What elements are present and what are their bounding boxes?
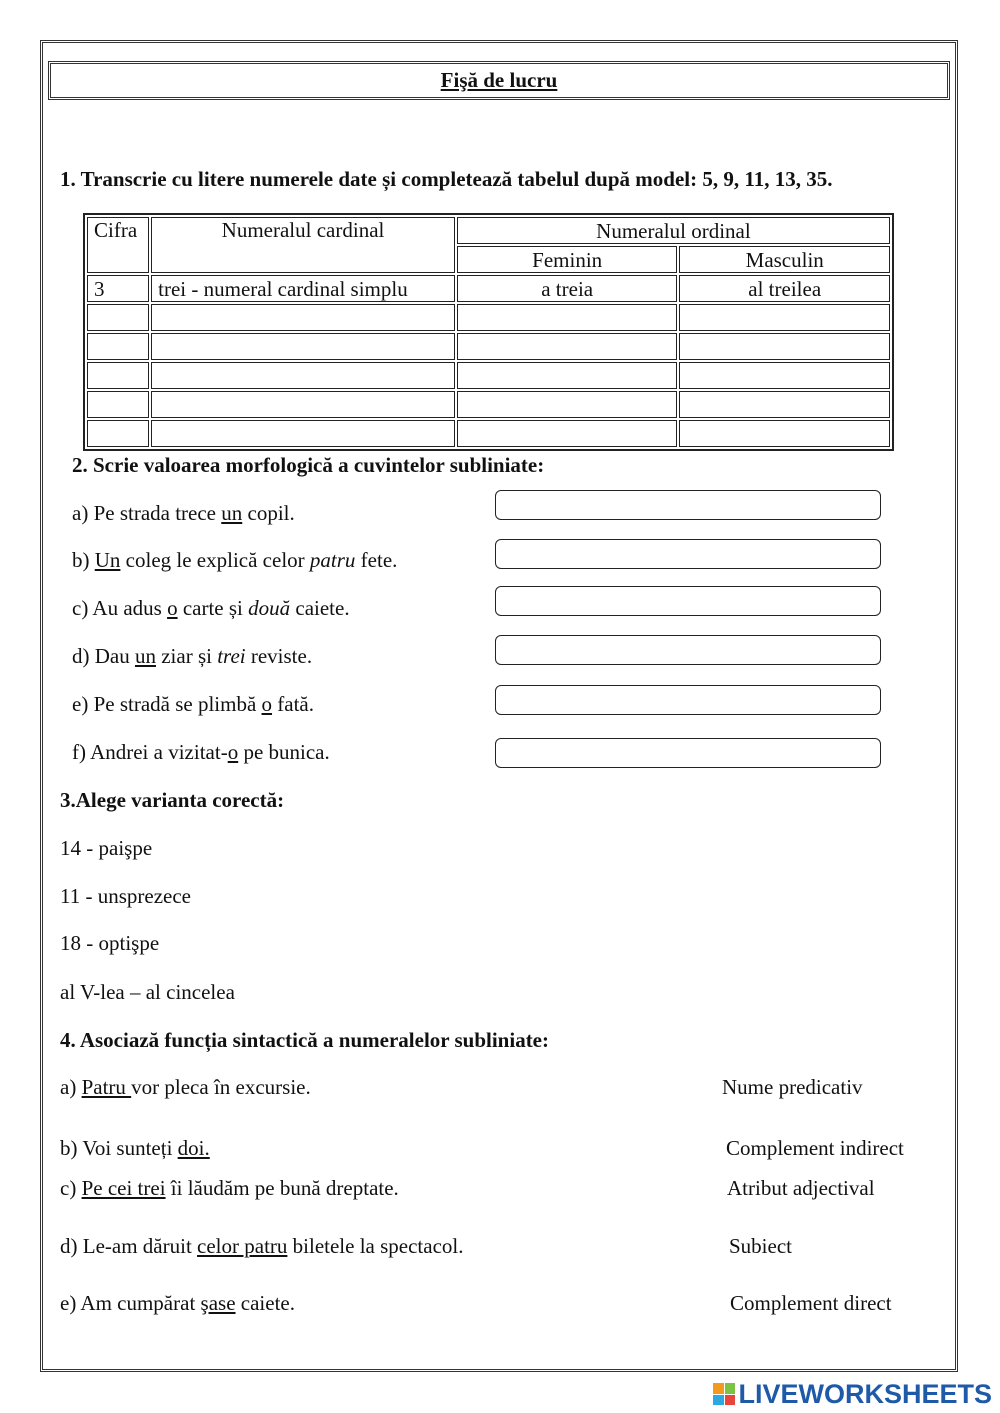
header-cardinal: Numeralul cardinal <box>151 217 455 273</box>
answer-cell[interactable] <box>87 304 149 331</box>
ex4-function[interactable]: Complement indirect <box>726 1136 904 1160</box>
answer-cell[interactable] <box>457 304 678 331</box>
table-row <box>87 275 890 302</box>
table-row <box>87 362 890 389</box>
ex4-function[interactable]: Subiect <box>729 1234 792 1258</box>
example-masculin: al treilea <box>679 275 890 302</box>
liveworksheets-logo-icon <box>713 1383 735 1405</box>
answer-cell[interactable] <box>151 420 455 447</box>
numeral-table <box>83 213 894 451</box>
table-row <box>87 391 890 418</box>
ex2-item-b: b) Un coleg le explică celor patru fete. <box>72 548 398 572</box>
answer-cell[interactable] <box>679 391 890 418</box>
answer-cell[interactable] <box>679 420 890 447</box>
table-row <box>87 333 890 360</box>
answer-input-c[interactable] <box>495 586 881 616</box>
answer-input-e[interactable] <box>495 685 881 715</box>
answer-input-d[interactable] <box>495 635 881 665</box>
ex3-option[interactable]: al V-lea – al cincelea <box>60 980 235 1004</box>
header-cifra: Cifra <box>87 217 149 273</box>
ex2-item-e: e) Pe stradă se plimbă o fată. <box>72 692 315 716</box>
answer-cell[interactable] <box>87 333 149 360</box>
ex4-function[interactable]: Atribut adjectival <box>727 1176 875 1200</box>
answer-cell[interactable] <box>87 391 149 418</box>
table-row <box>87 420 890 447</box>
example-cardinal: trei - numeral cardinal simplu <box>151 275 455 302</box>
answer-cell[interactable] <box>679 304 890 331</box>
ex3-option[interactable]: 14 - paişpe <box>60 836 153 860</box>
answer-cell[interactable] <box>457 391 678 418</box>
header-masculin: Masculin <box>679 246 890 273</box>
answer-cell[interactable] <box>151 391 455 418</box>
answer-cell[interactable] <box>87 420 149 447</box>
ex4-sentence-c[interactable]: c) Pe cei trei îi lăudăm pe bună dreptate. <box>60 1176 399 1200</box>
ex2-instruction: 2. Scrie valoarea morfologică a cuvintelor subliniate: <box>72 453 545 477</box>
answer-cell[interactable] <box>87 362 149 389</box>
ex4-sentence-e[interactable]: e) Am cumpărat şase caiete. <box>60 1291 295 1315</box>
page-title: Fişă de lucru <box>48 61 950 100</box>
brand-name: LIVEWORKSHEETS <box>738 1378 992 1409</box>
example-feminin: a treia <box>457 275 678 302</box>
liveworksheets-logo <box>713 1380 992 1408</box>
answer-cell[interactable] <box>457 362 678 389</box>
ex2-item-f: f) Andrei a vizitat-o pe bunica. <box>72 740 330 764</box>
answer-cell[interactable] <box>679 362 890 389</box>
answer-cell[interactable] <box>151 333 455 360</box>
answer-cell[interactable] <box>151 362 455 389</box>
ex3-option[interactable]: 11 - unsprezece <box>60 884 191 908</box>
ex4-sentence-a[interactable]: a) Patru vor pleca în excursie. <box>60 1075 311 1099</box>
ex3-option[interactable]: 18 - optişpe <box>60 931 160 955</box>
ex4-function[interactable]: Complement direct <box>730 1291 892 1315</box>
ex4-sentence-b[interactable]: b) Voi sunteți doi. <box>60 1136 210 1160</box>
ex2-item-d: d) Dau un ziar și trei reviste. <box>72 644 313 668</box>
answer-cell[interactable] <box>679 333 890 360</box>
header-feminin: Feminin <box>457 246 678 273</box>
answer-cell[interactable] <box>457 420 678 447</box>
answer-cell[interactable] <box>151 304 455 331</box>
answer-cell[interactable] <box>457 333 678 360</box>
answer-input-b[interactable] <box>495 539 881 569</box>
answer-input-f[interactable] <box>495 738 881 768</box>
ex1-instruction: 1. Transcrie cu litere numerele date și completează tabelul după model: 5, 9, 11, 13, 35. <box>60 167 833 191</box>
ex4-instruction: 4. Asociază funcția sintactică a numeralelor subliniate: <box>60 1028 549 1052</box>
table-row <box>87 304 890 331</box>
answer-input-a[interactable] <box>495 490 881 520</box>
ex3-instruction: 3.Alege varianta corectă: <box>60 788 285 812</box>
example-cifra: 3 <box>87 275 149 302</box>
header-ordinal: Numeralul ordinal <box>457 217 890 244</box>
ex2-item-a: a) Pe strada trece un copil. <box>72 501 295 525</box>
ex2-item-c: c) Au adus o carte și două caiete. <box>72 596 350 620</box>
ex4-function[interactable]: Nume predicativ <box>722 1075 863 1099</box>
ex4-sentence-d[interactable]: d) Le-am dăruit celor patru biletele la spectacol. <box>60 1234 464 1258</box>
